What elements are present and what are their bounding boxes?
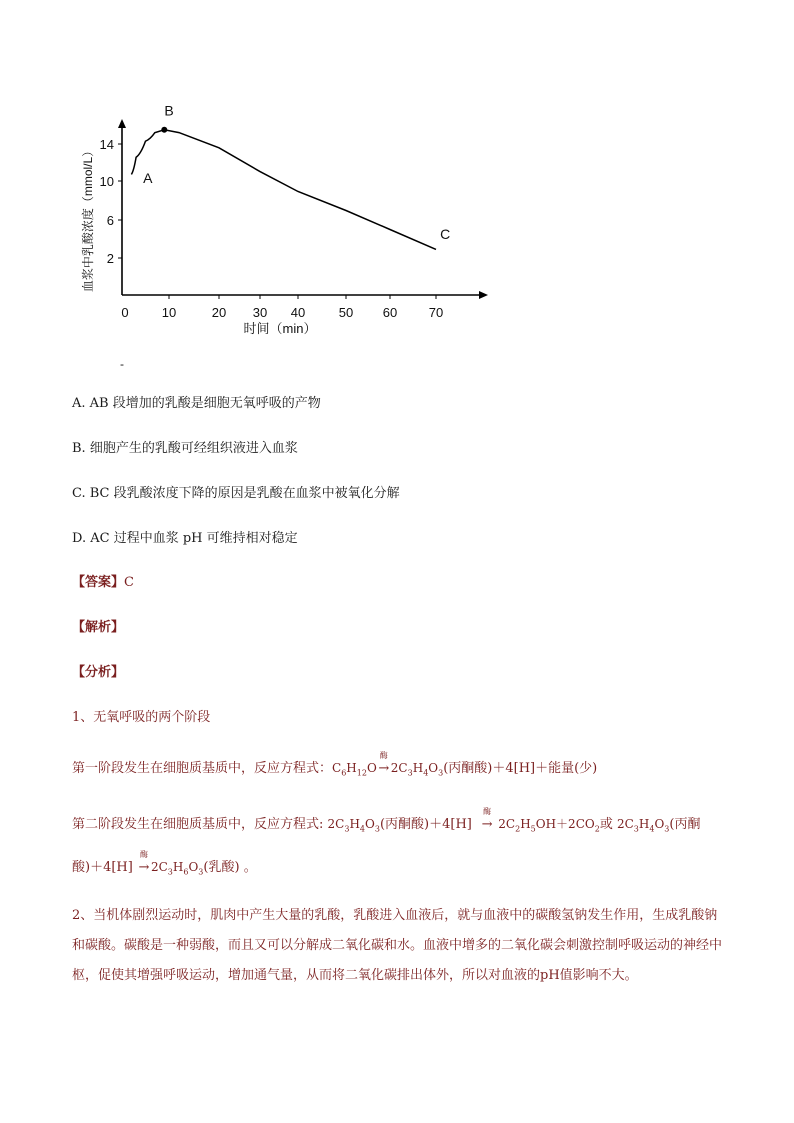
fenxi-heading: 【分析】 — [72, 665, 125, 680]
stage-2-prefix: 第二阶段发生在细胞质基质中，反应方程式: — [72, 817, 324, 832]
enzyme-label-2: 酶 — [483, 807, 492, 816]
x-tick-label-30: 30 — [252, 305, 268, 320]
dash-mark: - — [120, 357, 124, 371]
stage-2-line-2 — [72, 850, 257, 877]
x-tick-label-20: 20 — [211, 305, 227, 320]
y-tick-label-10: 10 — [99, 174, 114, 189]
stage-2-line2b: (乳酸) — [203, 860, 240, 875]
x-tick-label-10: 10 — [161, 305, 177, 320]
y-tick-label-14: 14 — [99, 137, 114, 152]
series-line — [131, 130, 436, 250]
point-1-heading: 1、无氧呼吸的两个阶段 — [72, 710, 211, 725]
lactate-formula: $2C_3H_6O_3$ — [150, 860, 204, 877]
option-c: C. BC 段乳酸浓度下降的原因是乳酸在血浆中被氧化分解 — [72, 486, 400, 501]
option-a: A. AB 段增加的乳酸是细胞无氧呼吸的产物 — [72, 396, 321, 411]
x-tick-label-60: 60 — [382, 305, 398, 320]
lactate-chart — [70, 100, 500, 370]
y-axis-arrow — [118, 119, 126, 128]
x-tick-label-50: 50 — [338, 305, 354, 320]
point-label-a: A — [143, 169, 153, 186]
x-tick-label-40: 40 — [290, 305, 306, 320]
point-label-c: C — [440, 226, 451, 242]
point-2-paragraph: 2、当机体剧烈运动时，肌肉中产生大量的乳酸，乳酸进入血液后，就与血液中的碳酸氢钠发生作用，生成乳酸钠和碳酸。碳酸是一种弱酸，而且又可以分解成二氧化碳和水。血液中增多的二氧化碳会刺激控制呼吸运动的神经中枢，促使其增强呼吸运动，增加通气量，从而将二氧化碳排出体外，所以对血液的pH值影响不大。 — [72, 908, 723, 983]
answer-label: 【答案】 — [72, 575, 125, 590]
answer-line — [72, 571, 134, 590]
stage-2-end: 。 — [243, 860, 257, 875]
pyruvate-formula-3: $2C_3H_4O_3$ — [616, 817, 670, 834]
x-tick-label-70: 70 — [428, 305, 444, 320]
option-b: B. 细胞产生的乳酸可经组织液进入血浆 — [72, 441, 298, 456]
y-tick-label-2: 2 — [106, 251, 114, 266]
stage-2-part2: (丙酮 — [669, 817, 701, 832]
x-tick-label-0: 0 — [121, 305, 129, 320]
enzyme-arrow-1: 酶 → — [378, 751, 390, 776]
answer-value: C — [124, 575, 134, 590]
point-label-b: B — [164, 102, 174, 119]
stage-2-part1: (丙酮酸)＋4[H] — [379, 817, 472, 832]
stage-1-tail: (丙酮酸)＋4[H]＋能量(少) — [443, 761, 598, 776]
y-axis-label: 血浆中乳酸浓度（mmol/L） — [81, 144, 95, 293]
pyruvate-formula-2: $2C_3H_4O_3$ — [327, 817, 380, 834]
enzyme-label-1: 酶 — [379, 751, 388, 760]
stage-2-line-1 — [72, 807, 701, 834]
stage-1-text — [72, 751, 598, 778]
stage-2-line2a: 酸)＋4[H] — [72, 860, 133, 875]
x-axis-arrow — [479, 291, 488, 299]
y-tick-label-6: 6 — [106, 213, 114, 228]
stage-2-or: 或 — [599, 817, 613, 832]
glucose-formula: $C_6H_{12}O$ — [332, 761, 377, 778]
enzyme-arrow-2: 酶 → — [481, 807, 493, 832]
enzyme-arrow-3: 酶 → — [138, 850, 150, 875]
enzyme-label-3: 酶 — [139, 850, 148, 859]
analysis-heading: 【解析】 — [72, 620, 125, 635]
stage-1-prefix: 第一阶段发生在细胞质基质中，反应方程式： — [72, 761, 333, 776]
x-axis-label: 时间（min） — [243, 321, 317, 336]
ethanol-formula: $2C_2H_5OH+2CO_2$ — [498, 817, 600, 834]
pyruvate-formula-1: $2C_3H_4O_3$ — [390, 761, 444, 778]
option-d: D. AC 过程中血浆 pH 可维持相对稳定 — [72, 531, 298, 546]
point-b-marker — [161, 127, 167, 133]
